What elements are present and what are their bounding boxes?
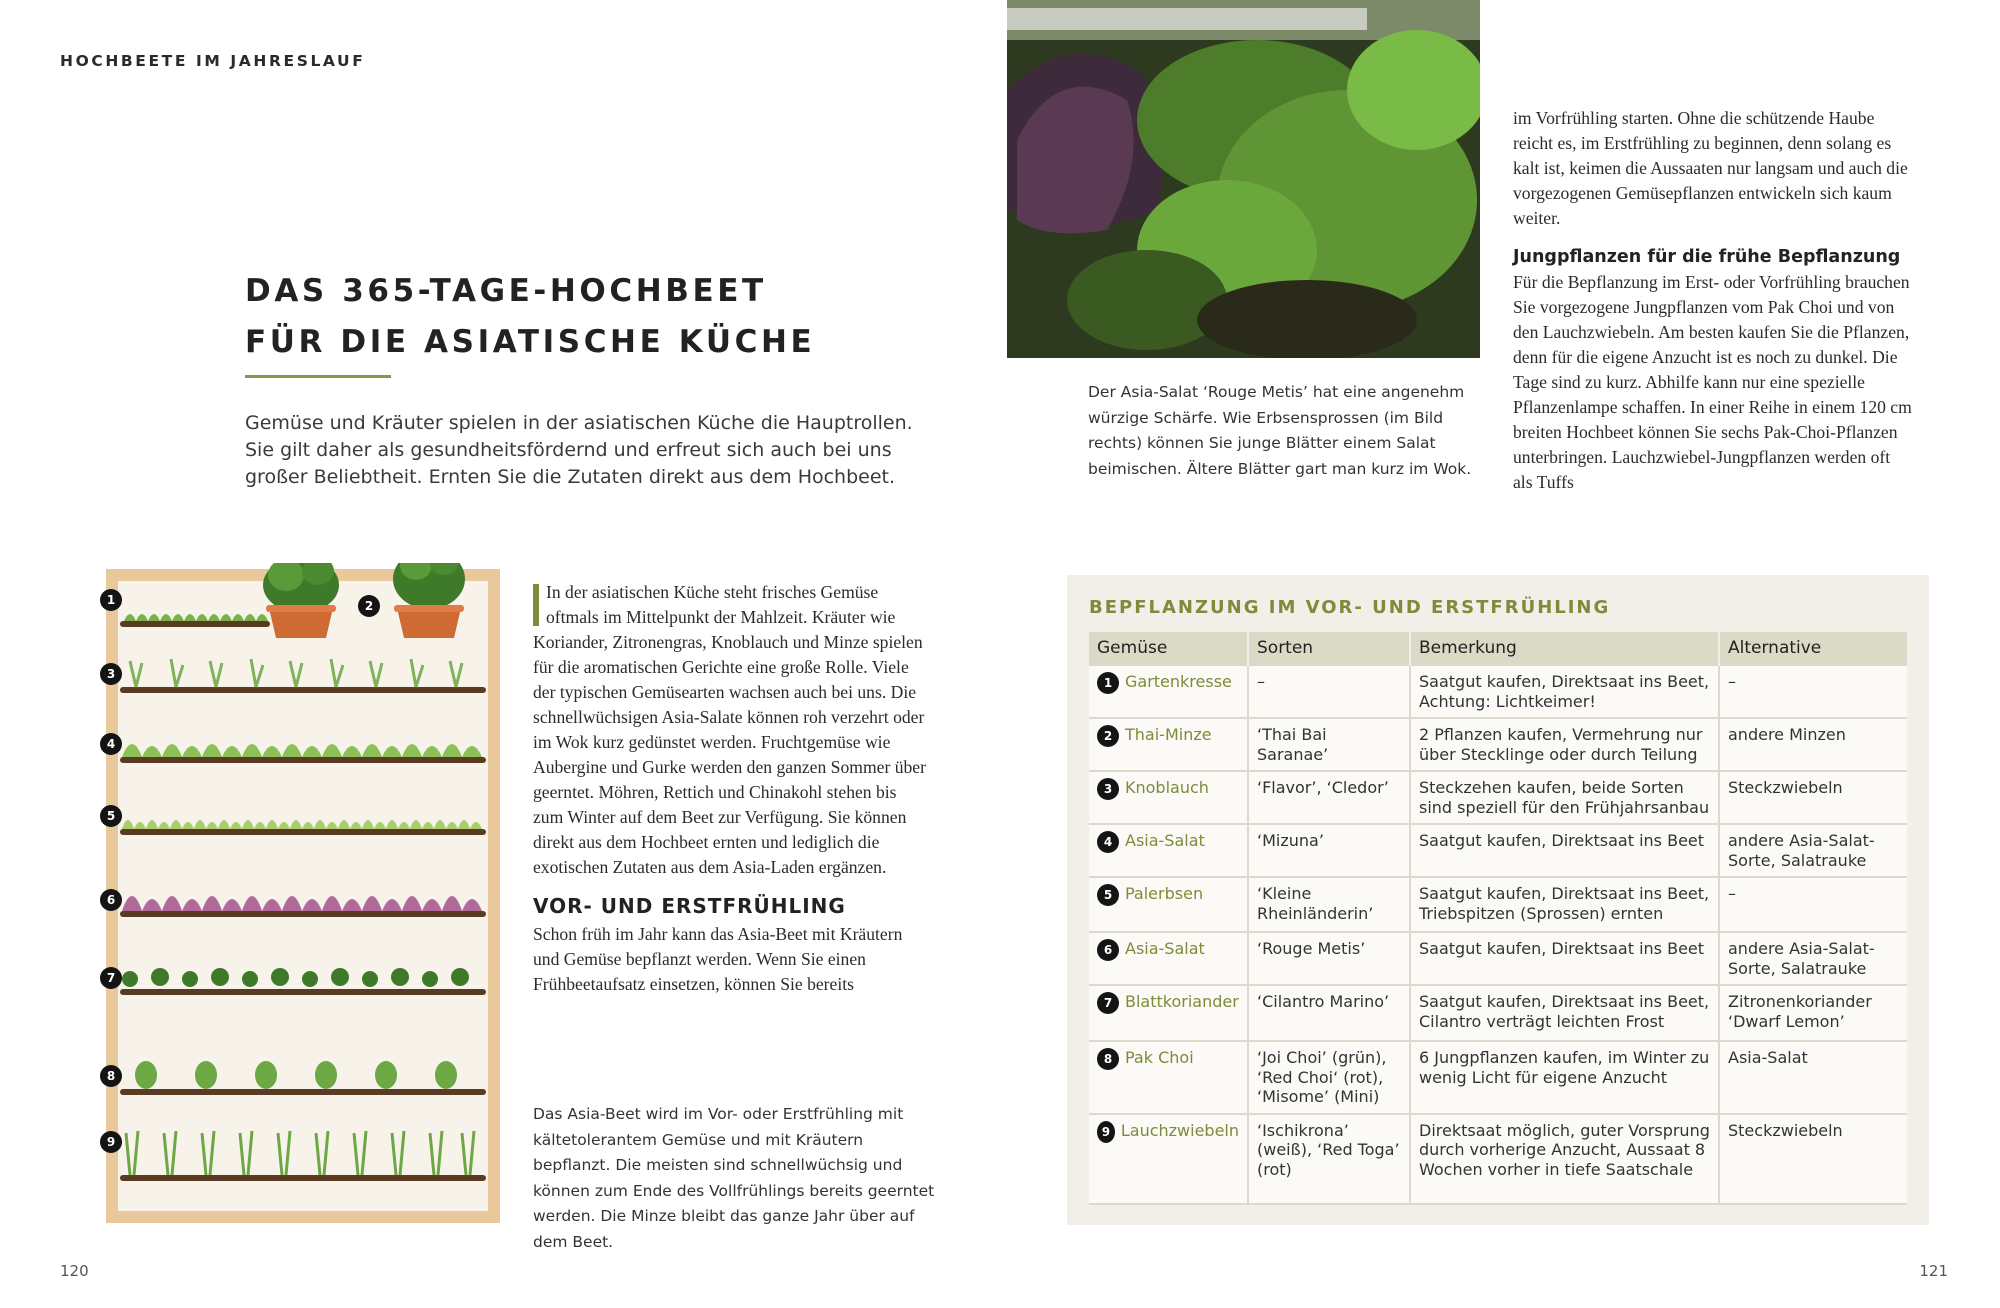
alternative-cell: Steckzwiebeln bbox=[1719, 1114, 1907, 1204]
vegetable-name: Gartenkresse bbox=[1125, 672, 1232, 691]
photo-drawing bbox=[1007, 0, 1480, 358]
bemerkung-cell: Steckzehen kaufen, beide Sorten sind speziell für den Frühjahrsanbau bbox=[1410, 771, 1719, 824]
table-row bbox=[1089, 932, 1907, 985]
dropcap-letter: I bbox=[546, 582, 552, 602]
sorten-cell: ‘Flavor’, ‘Cledor’ bbox=[1248, 771, 1410, 824]
bemerkung-cell: Saatgut kaufen, Direktsaat ins Beet bbox=[1410, 932, 1719, 985]
sorten-cell: ‘Kleine Rheinländerin’ bbox=[1248, 877, 1410, 932]
sorten-cell: ‘Rouge Metis’ bbox=[1248, 932, 1410, 985]
alternative-cell: – bbox=[1719, 877, 1907, 932]
lead-paragraph: Gemüse und Kräuter spielen in der asiatischen Küche die Hauptrollen. Sie gilt daher als gesundheitsfördernd und erfreut sich auch bei uns großer Beliebtheit. Ernten Sie die Zutaten direkt aus dem Hochbeet. bbox=[245, 412, 913, 488]
table-row bbox=[1089, 1114, 1907, 1204]
row-number: 8 bbox=[1097, 1048, 1119, 1070]
table-row bbox=[1089, 771, 1907, 824]
table-row bbox=[1089, 718, 1907, 771]
sorten-cell: ‘Ischikrona’ (weiß), ‘Red Toga’ (rot) bbox=[1248, 1114, 1410, 1204]
table-row bbox=[1089, 985, 1907, 1041]
alternative-cell: andere Minzen bbox=[1719, 718, 1907, 771]
raised-bed-illustration bbox=[106, 563, 500, 1223]
marker-9: 9 bbox=[100, 1131, 122, 1153]
header-bemerkung: Bemerkung bbox=[1410, 632, 1719, 666]
table-header-row bbox=[1089, 632, 1907, 666]
row-number: 6 bbox=[1097, 939, 1119, 961]
asia-salad-photo bbox=[1007, 0, 1480, 358]
marker-1: 1 bbox=[100, 589, 122, 611]
bemerkung-cell: Saatgut kaufen, Direktsaat ins Beet, Triebspitzen (Sprossen) ernten bbox=[1410, 877, 1719, 932]
page-number-right: 121 bbox=[1919, 1262, 1948, 1280]
title-line-2: FÜR DIE ASIATISCHE KÜCHE bbox=[245, 324, 816, 360]
vegetable-name: Asia-Salat bbox=[1125, 939, 1205, 958]
intro-column bbox=[533, 580, 928, 997]
marker-7: 7 bbox=[100, 967, 122, 989]
marker-3: 3 bbox=[100, 663, 122, 685]
intro-paragraph bbox=[533, 580, 928, 880]
page-title bbox=[245, 266, 815, 368]
alternative-cell: Steckzwiebeln bbox=[1719, 771, 1907, 824]
bemerkung-cell: Saatgut kaufen, Direktsaat ins Beet, Cilantro verträgt leichten Frost bbox=[1410, 985, 1719, 1041]
table-row bbox=[1089, 877, 1907, 932]
right-column bbox=[1513, 106, 1913, 495]
table-row bbox=[1089, 666, 1907, 718]
table-title: BEPFLANZUNG IM VOR- UND ERSTFRÜHLING bbox=[1089, 597, 1611, 618]
marker-8: 8 bbox=[100, 1065, 122, 1087]
header-alternative: Alternative bbox=[1719, 632, 1907, 666]
marker-5: 5 bbox=[100, 805, 122, 827]
bemerkung-cell: Saatgut kaufen, Direktsaat ins Beet, Achtung: Lichtkeimer! bbox=[1410, 666, 1719, 718]
section-paragraph: Schon früh im Jahr kann das Asia-Beet mit Kräutern und Gemüse bepflanzt werden. Wenn Sie einen Frühbeetaufsatz einsetzen, können Sie bereits bbox=[533, 924, 903, 994]
sorten-cell: – bbox=[1248, 666, 1410, 718]
section-subhead: VOR- UND ERSTFRÜHLING bbox=[533, 894, 846, 918]
row-number: 3 bbox=[1097, 778, 1119, 800]
alternative-cell: andere Asia-Salat-Sorte, Salatrauke bbox=[1719, 824, 1907, 877]
alternative-cell: Zitronenkoriander ‘Dwarf Lemon’ bbox=[1719, 985, 1907, 1041]
marker-4: 4 bbox=[100, 733, 122, 755]
running-head: HOCHBEETE IM JAHRESLAUF bbox=[60, 52, 366, 70]
right-paragraph-1: im Vorfrühling starten. Ohne die schützende Haube reicht es, im Erstfrühling zu beginnen, denn solang es kalt ist, keimen die Aussaaten nur langsam und auch die vorgezogenen Gemüsepflanzen entwickeln sich kaum weiter. bbox=[1513, 108, 1908, 228]
planting-table bbox=[1089, 632, 1907, 1205]
planting-table-box bbox=[1067, 575, 1929, 1225]
bemerkung-cell: Direktsaat möglich, guter Vorsprung durch vorherige Anzucht, Aussaat 8 Wochen vorher in tiefe Saatschale bbox=[1410, 1114, 1719, 1204]
vegetable-name: Thai-Minze bbox=[1125, 725, 1212, 744]
right-paragraph-2: Für die Bepflanzung im Erst- oder Vorfrühling brauchen Sie vorgezogene Jungpflanzen vom Pak Choi und von den Lauchzwiebeln. Am besten kaufen Sie die Pflanzen, denn für die eigene Anzucht ist es noch zu dunkel. Die Tage sind zu kurz. Abhilfe kann nur eine spezielle Pflanzenlampe schaffen. In einer Reihe in einem 120 cm breiten Hochbeet können Sie sechs Pak-Choi-Pflanzen unterbringen. Lauchzwiebel-Jungpflanzen werden oft als Tuffs bbox=[1513, 272, 1912, 492]
raised-bed-drawing bbox=[106, 563, 500, 1223]
header-sorten: Sorten bbox=[1248, 632, 1410, 666]
vegetable-name: Asia-Salat bbox=[1125, 831, 1205, 850]
row-number: 4 bbox=[1097, 831, 1119, 853]
sorten-cell: ‘Mizuna’ bbox=[1248, 824, 1410, 877]
page-number-left: 120 bbox=[60, 1262, 89, 1280]
photo-caption: Der Asia-Salat ‘Rouge Metis’ hat eine angenehm würzige Schärfe. Wie Erbsensprossen (im Bild rechts) können Sie junge Blätter einem Salat beimischen. Ältere Blätter gart man kurz im Wok. bbox=[1088, 383, 1472, 478]
sorten-cell: ‘Thai Bai Saranae’ bbox=[1248, 718, 1410, 771]
bemerkung-cell: 2 Pflanzen kaufen, Vermehrung nur über Stecklinge oder durch Teilung bbox=[1410, 718, 1719, 771]
bemerkung-cell: 6 Jungpflanzen kaufen, im Winter zu wenig Licht für eigene Anzucht bbox=[1410, 1041, 1719, 1114]
pot-thai-minze-1-icon bbox=[263, 563, 339, 638]
alternative-cell: Asia-Salat bbox=[1719, 1041, 1907, 1114]
vegetable-name: Blattkoriander bbox=[1125, 992, 1239, 1011]
dropcap-bar bbox=[533, 584, 539, 626]
table-row bbox=[1089, 824, 1907, 877]
row-number: 2 bbox=[1097, 725, 1119, 747]
vegetable-name: Pak Choi bbox=[1125, 1048, 1194, 1067]
row-number: 9 bbox=[1097, 1121, 1115, 1143]
row-number: 7 bbox=[1097, 992, 1119, 1014]
vegetable-name: Palerbsen bbox=[1125, 884, 1204, 903]
alternative-cell: – bbox=[1719, 666, 1907, 718]
sorten-cell: ‘Joi Choi’ (grün), ‘Red Choi‘ (rot), ‘Misome’ (Mini) bbox=[1248, 1041, 1410, 1114]
right-subhead: Jungpflanzen für die frühe Bepflanzung bbox=[1513, 247, 1901, 267]
intro-text: n der asiatischen Küche steht frisches Gemüse oftmals im Mittelpunkt der Mahlzeit. Kräuter wie Koriander, Zitronengras, Knoblauch und Minze spielen für die aromatischen Gerichte eine große Rolle. Viele der typischen Gemüsearten wachsen auch bei uns. Die schnellwüchsigen Asia-Salate können roh verzehrt oder im Wok kurz gedünstet werden. Fruchtgemüse wie Aubergine und Gurke werden den ganzen Sommer über geerntet. Möhren, Rettich und Chinakohl stehen bis zum Winter auf dem Beet zur Verfügung. Sie können direkt aus dem Hochbeet ernten und lediglich die exotischen Zutaten aus dem Asia-Laden ergänzen. bbox=[533, 582, 926, 877]
marker-6: 6 bbox=[100, 889, 122, 911]
vegetable-name: Lauchzwiebeln bbox=[1120, 1120, 1239, 1140]
vegetable-name: Knoblauch bbox=[1125, 778, 1209, 797]
table-row bbox=[1089, 1041, 1907, 1114]
illustration-caption: Das Asia-Beet wird im Vor- oder Erstfrühling mit kältetolerantem Gemüse und mit Kräutern bepflanzt. Die meisten sind schnellwüchsig und können zum Ende des Vollfrühlings bereits geerntet werden. Die Minze bleibt das ganze Jahr über auf dem Beet. bbox=[533, 1105, 935, 1251]
title-line-1: DAS 365-TAGE-HOCHBEET bbox=[245, 273, 767, 309]
bemerkung-cell: Saatgut kaufen, Direktsaat ins Beet bbox=[1410, 824, 1719, 877]
title-rule bbox=[245, 375, 391, 378]
header-gemuese: Gemüse bbox=[1089, 632, 1248, 666]
sorten-cell: ‘Cilantro Marino’ bbox=[1248, 985, 1410, 1041]
marker-2: 2 bbox=[358, 595, 380, 617]
alternative-cell: andere Asia-Salat-Sorte, Salatrauke bbox=[1719, 932, 1907, 985]
row-number: 1 bbox=[1097, 672, 1119, 694]
row-number: 5 bbox=[1097, 884, 1119, 906]
